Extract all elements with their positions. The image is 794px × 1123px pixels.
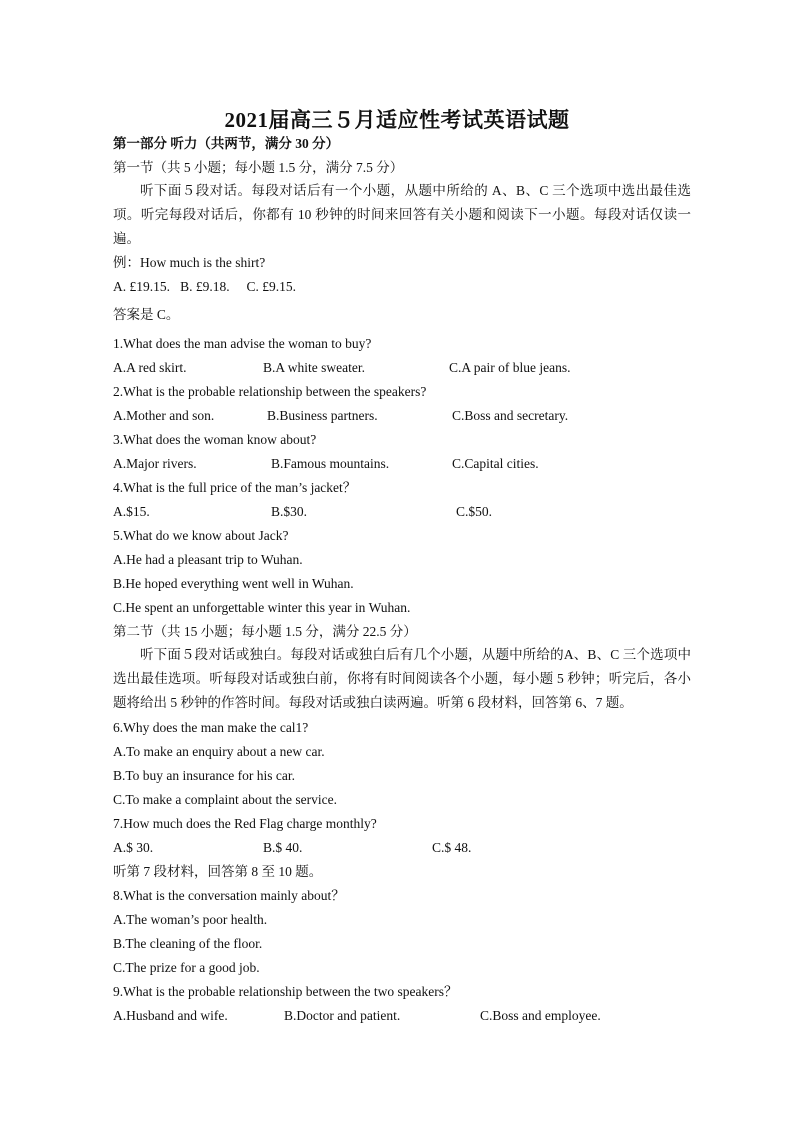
q1-option-b: B.A white sweater.	[263, 360, 365, 375]
q8-option-c: C.The prize for a good job.	[113, 960, 260, 975]
q3-option-a: A.Major rivers.	[113, 456, 197, 471]
q9-option-a: A.Husband and wife.	[113, 1008, 228, 1023]
question-1: 1.What does the man advise the woman to buy?	[113, 336, 372, 351]
q2-option-b: B.Business partners.	[267, 408, 378, 423]
section1-heading: 第一节（共 5 小题；每小题 1.5 分，满分 7.5 分）	[113, 160, 404, 175]
q4-option-c: C.$50.	[456, 504, 493, 519]
q9-option-c: C.Boss and employee.	[480, 1008, 601, 1023]
q7-option-a: A.$ 30.	[113, 840, 154, 855]
material7-note: 听第 7 段材料，回答第 8 至 10 题。	[113, 864, 323, 879]
q2-option-c: C.Boss and secretary.	[452, 408, 569, 423]
question-5: 5.What do we know about Jack?	[113, 528, 289, 543]
q4-option-b: B.$30.	[271, 504, 308, 519]
example-options: A. £19.15. B. £9.18. C. £9.15.	[113, 279, 297, 294]
part1-heading: 第一部分 听力（共两节，满分 30 分）	[113, 136, 340, 151]
question-7: 7.How much does the Red Flag charge monthly?	[113, 816, 377, 831]
question-6: 6.Why does the man make the cal1?	[113, 720, 309, 735]
q8-option-a: A.The woman’s poor health.	[113, 912, 268, 927]
section1-instructions: 听下面５段对话。每段对话后有一个小题，从题中所给的 A、B、C 三个选项中选出最佳选项。听完每段对话后，你都有 10 秒钟的时间来回答有关小题和阅读下一小题。每段对话仅读一遍。	[113, 183, 691, 246]
q5-option-c: C.He spent an unforgettable winter this year in Wuhan.	[113, 600, 411, 615]
q6-option-b: B.To buy an insurance for his car.	[113, 768, 296, 783]
q4-option-a: A.$15.	[113, 504, 150, 519]
q9-option-b: B.Doctor and patient.	[284, 1008, 401, 1023]
q6-option-a: A.To make an enquiry about a new car.	[113, 744, 325, 759]
q7-option-b: B.$ 40.	[263, 840, 303, 855]
example-question: 例：How much is the shirt?	[113, 255, 266, 270]
question-9: 9.What is the probable relationship between the two speakers？	[113, 984, 458, 999]
page-title: 2021届高三５月适应性考试英语试题	[224, 108, 570, 132]
q3-option-b: B.Famous mountains.	[271, 456, 390, 471]
question-8: 8.What is the conversation mainly about？	[113, 888, 345, 903]
question-2: 2.What is the probable relationship between the speakers?	[113, 384, 427, 399]
q5-option-a: A.He had a pleasant trip to Wuhan.	[113, 552, 303, 567]
section2-instructions: 听下面５段对话或独白。每段对话或独白后有几个小题，从题中所给的A、B、C 三个选项中选出最佳选项。听每段对话或独白前，你将有时间阅读各个小题，每小题 5 秒钟；听完后，各小题将给出 5 秒钟的作答时间。每段对话或独白读两遍。听第 6 段材料，回答第 6、7 题。	[113, 647, 691, 710]
q7-option-c: C.$ 48.	[432, 840, 472, 855]
q1-option-a: A.A red skirt.	[113, 360, 187, 375]
example-answer: 答案是 C。	[113, 307, 180, 322]
q2-option-a: A.Mother and son.	[113, 408, 215, 423]
question-3: 3.What does the woman know about?	[113, 432, 317, 447]
q3-option-c: C.Capital cities.	[452, 456, 539, 471]
q6-option-c: C.To make a complaint about the service.	[113, 792, 337, 807]
q8-option-b: B.The cleaning of the floor.	[113, 936, 263, 951]
question-4: 4.What is the full price of the man’s jacket？	[113, 480, 357, 495]
section2-heading: 第二节（共 15 小题；每小题 1.5 分，满分 22.5 分）	[113, 624, 417, 639]
q5-option-b: B.He hoped everything went well in Wuhan.	[113, 576, 354, 591]
q1-option-c: C.A pair of blue jeans.	[449, 360, 571, 375]
